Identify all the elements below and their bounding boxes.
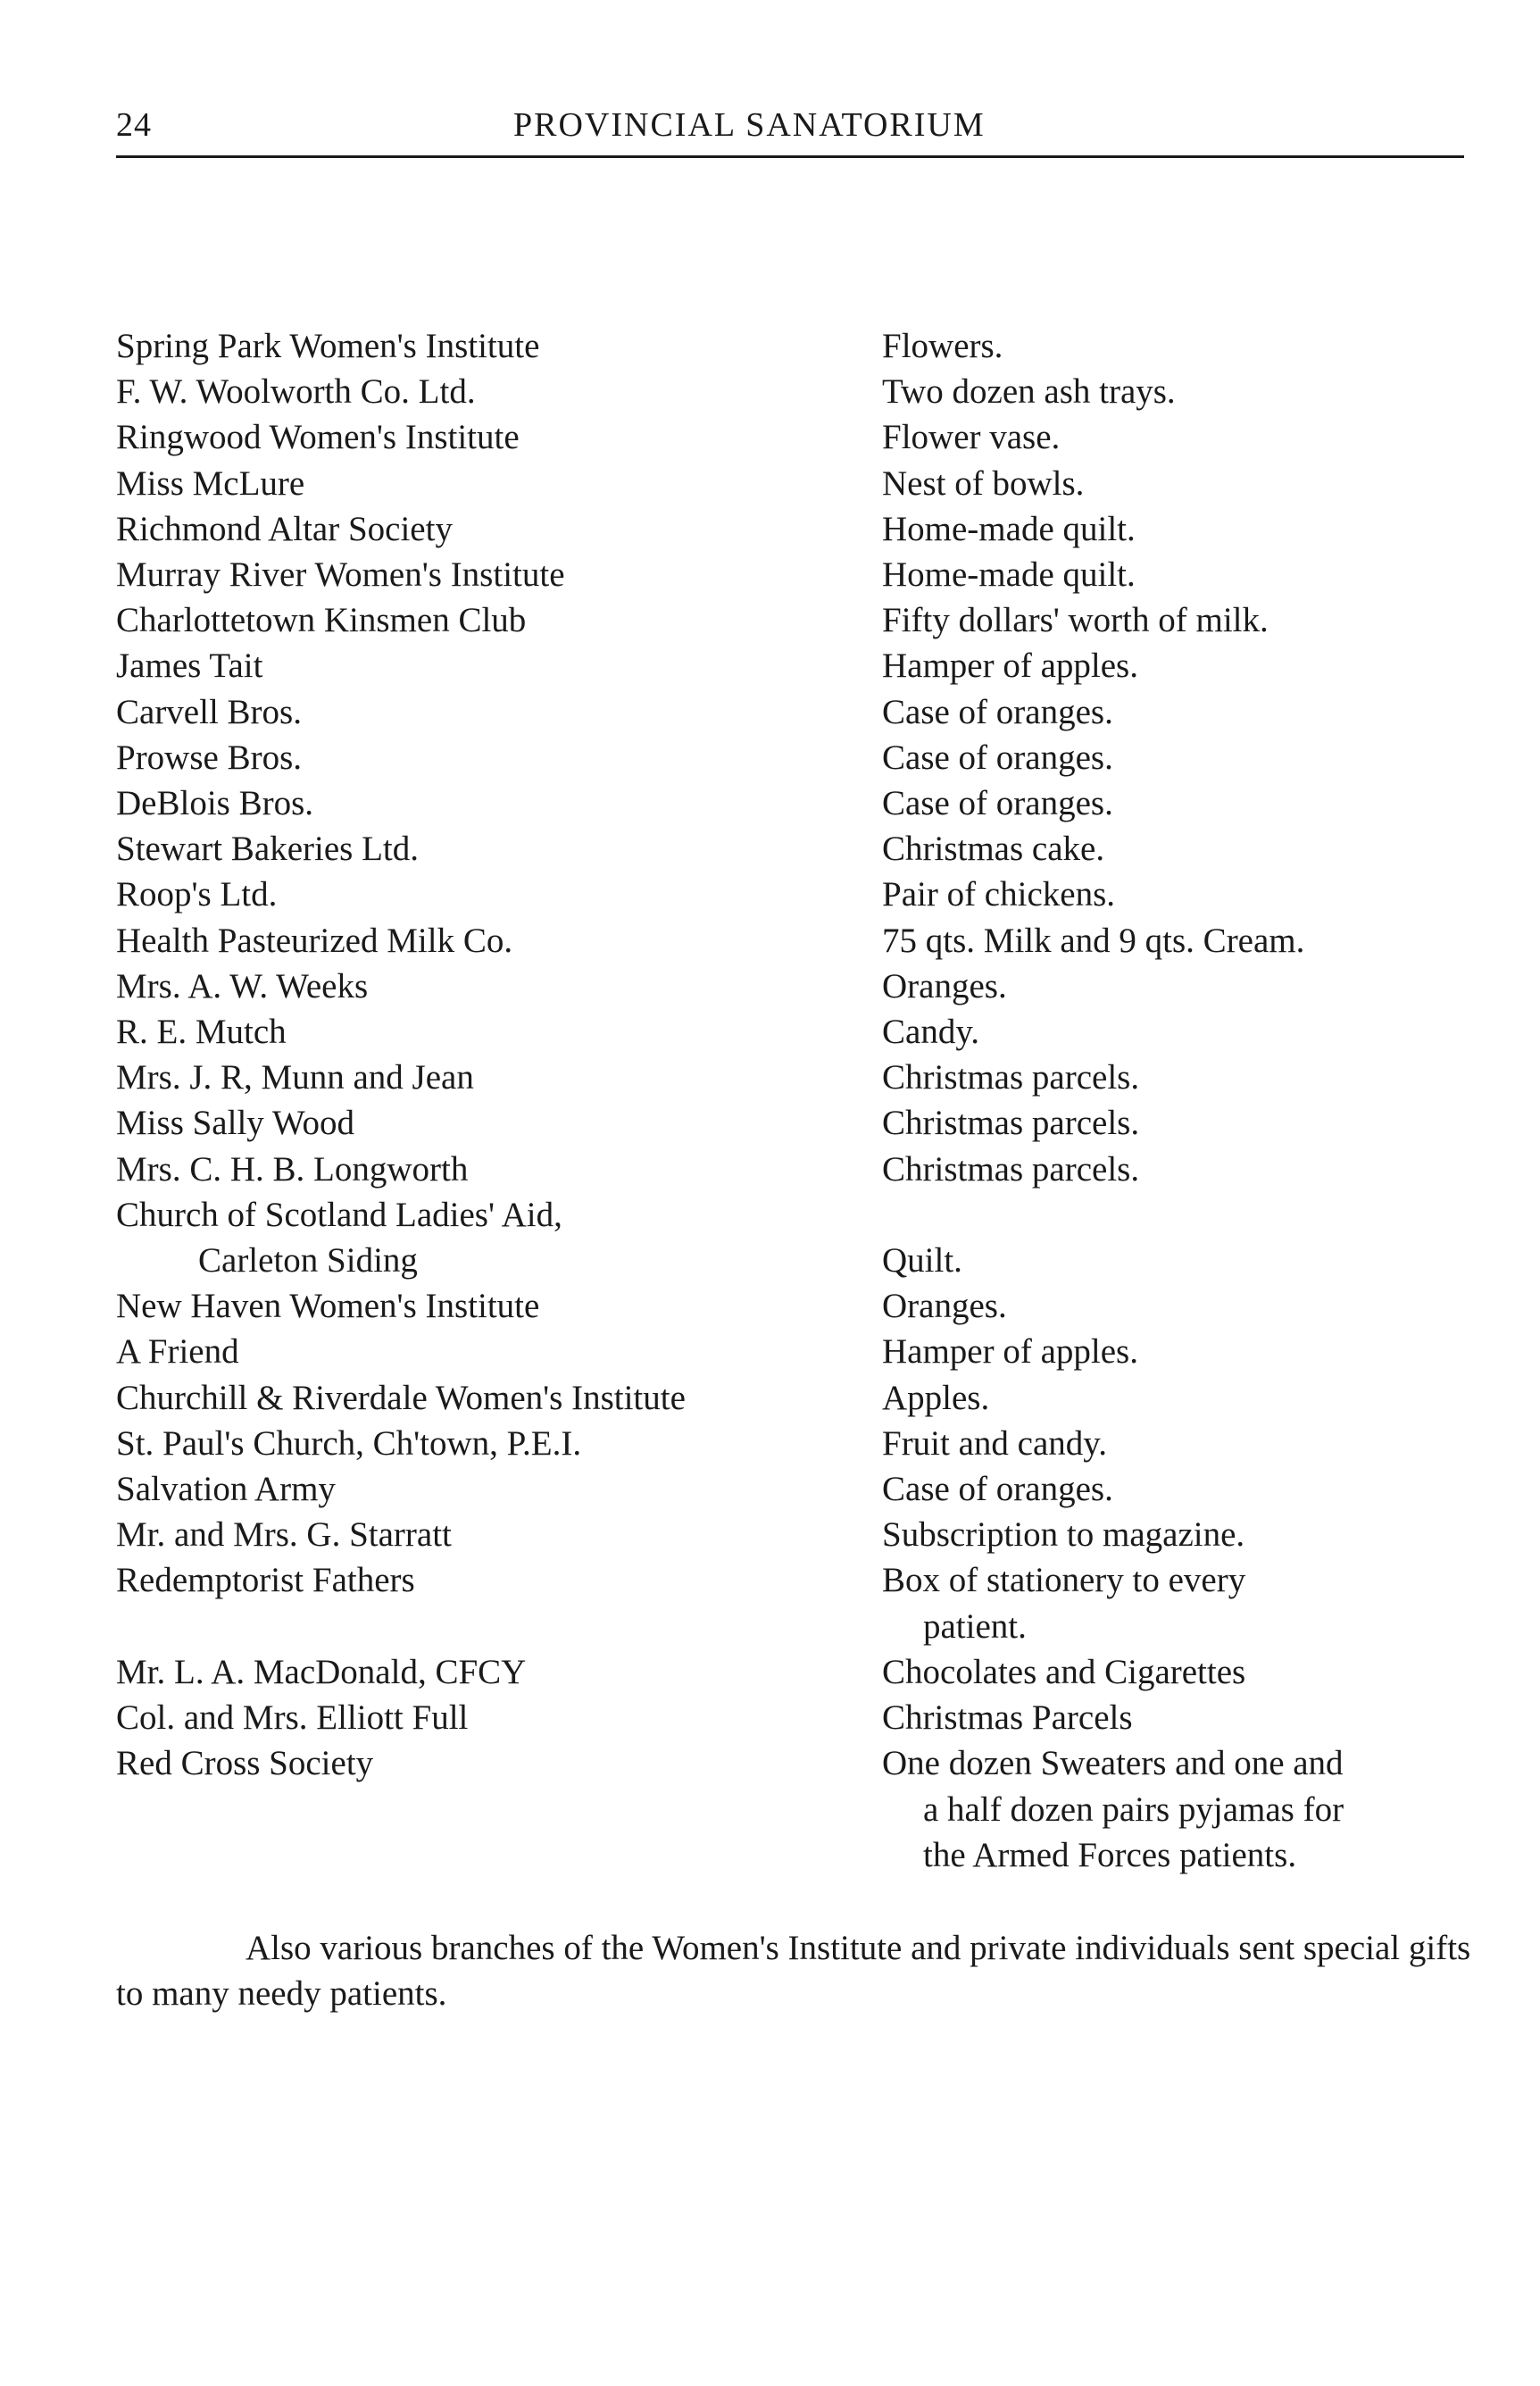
gift-description	[882, 1192, 1473, 1238]
gift-description	[882, 1466, 1473, 1512]
gift-line: the Armed Forces patients.	[923, 1835, 1297, 1874]
donor-name: Col. and Mrs. Elliott Full	[116, 1698, 469, 1738]
donation-row	[116, 826, 1473, 872]
gift-line: Christmas parcels.	[882, 1149, 1140, 1189]
donor-name: A Friend	[116, 1332, 239, 1372]
donation-row	[116, 1649, 1473, 1695]
gift-description	[882, 1055, 1473, 1100]
donor-name: Stewart Bakeries Ltd.	[116, 830, 419, 869]
gift-description	[882, 826, 1473, 872]
donation-row	[116, 1009, 1473, 1055]
gift-description	[882, 1512, 1473, 1557]
gift-line: Hamper of apples.	[882, 647, 1138, 686]
donor-name: James Tait	[116, 647, 263, 686]
gift-description	[882, 1009, 1473, 1055]
donation-row	[116, 1055, 1473, 1100]
gift-line: Quilt.	[882, 1241, 962, 1281]
gift-line: Apples.	[882, 1378, 990, 1417]
donation-row	[116, 689, 1473, 735]
donation-row	[116, 1283, 1473, 1329]
gift-description	[882, 369, 1473, 414]
donor-name: Churchill & Riverdale Women's Institute	[116, 1378, 686, 1417]
gift-line: Fruit and candy.	[882, 1423, 1107, 1463]
gift-description	[882, 552, 1473, 597]
donation-row	[116, 414, 1473, 460]
gift-line: Case of oranges.	[882, 1470, 1113, 1509]
donor-name: Richmond Altar Society	[116, 509, 453, 548]
gift-line: Chocolates and Cigarettes	[882, 1652, 1246, 1691]
gift-line: One dozen Sweaters and one and	[882, 1744, 1344, 1783]
gift-line: Candy.	[882, 1013, 980, 1052]
donor-name: Redemptorist Fathers	[116, 1561, 415, 1600]
donation-row	[116, 964, 1473, 1009]
gift-line: Box of stationery to every	[882, 1561, 1246, 1600]
gift-description	[882, 1147, 1473, 1192]
donor-name: Mr. and Mrs. G. Starratt	[116, 1515, 452, 1555]
donor-name: F. W. Woolworth Co. Ltd.	[116, 372, 476, 412]
donation-row	[116, 872, 1473, 917]
donor-name: Prowse Bros.	[116, 738, 303, 777]
gift-description	[882, 689, 1473, 735]
gift-description	[882, 1421, 1473, 1466]
donation-row	[116, 323, 1473, 369]
donor-name: Roop's Ltd.	[116, 875, 278, 914]
gift-description	[882, 1695, 1473, 1740]
donor-name: Mrs. A. W. Weeks	[116, 966, 369, 1005]
donation-row	[116, 1238, 1473, 1283]
donor-name: Spring Park Women's Institute	[116, 327, 540, 365]
gift-description	[882, 964, 1473, 1009]
gift-description	[882, 414, 1473, 460]
page-number: 24	[116, 106, 152, 144]
gift-description	[882, 1557, 1473, 1648]
gift-line: Two dozen ash trays.	[882, 372, 1176, 412]
donation-row	[116, 1421, 1473, 1466]
donations-list	[116, 323, 1473, 1878]
gift-line: Subscription to magazine.	[882, 1515, 1245, 1555]
gift-line: Oranges.	[882, 1287, 1007, 1326]
page-header	[116, 105, 1464, 158]
gift-description	[882, 1375, 1473, 1421]
donation-row	[116, 1557, 1473, 1648]
gift-description	[882, 1283, 1473, 1329]
donor-name: Miss Sally Wood	[116, 1104, 355, 1143]
donation-row	[116, 1329, 1473, 1374]
donation-row	[116, 597, 1473, 643]
donor-name: New Haven Women's Institute	[116, 1287, 540, 1326]
donation-row	[116, 643, 1473, 688]
donation-row	[116, 1740, 1473, 1878]
donation-row	[116, 1147, 1473, 1192]
donation-row	[116, 1192, 1473, 1238]
donation-row	[116, 552, 1473, 597]
donor-name: Mrs. C. H. B. Longworth	[116, 1149, 469, 1189]
gift-line: Home-made quilt.	[882, 555, 1136, 595]
gift-line: Flower vase.	[882, 418, 1061, 457]
gift-line: patient.	[923, 1606, 1027, 1646]
gift-line: Christmas Parcels	[882, 1698, 1133, 1738]
gift-line: Nest of bowls.	[882, 463, 1085, 503]
donor-name: St. Paul's Church, Ch'town, P.E.I.	[116, 1423, 582, 1463]
gift-description	[882, 735, 1473, 780]
running-head: PROVINCIAL SANATORIUM	[513, 106, 986, 144]
gift-description	[882, 1100, 1473, 1146]
gift-line: Case of oranges.	[882, 784, 1113, 823]
donor-name: Red Cross Society	[116, 1744, 374, 1783]
donation-row	[116, 735, 1473, 780]
gift-line: 75 qts. Milk and 9 qts. Cream.	[882, 921, 1305, 960]
footer-note: Also various branches of the Women's Institute and private individuals sent special gifts to many needy patients.	[116, 1929, 1471, 2013]
donation-row	[116, 1466, 1473, 1512]
donation-row	[116, 369, 1473, 414]
gift-line: Hamper of apples.	[882, 1332, 1138, 1372]
donor-name: Mr. L. A. MacDonald, CFCY	[116, 1652, 527, 1691]
gift-description	[882, 506, 1473, 552]
donor-name: Mrs. J. R, Munn and Jean	[116, 1058, 474, 1097]
gift-description	[882, 1238, 1473, 1283]
gift-description	[882, 643, 1473, 688]
gift-description	[882, 1649, 1473, 1695]
gift-line: Case of oranges.	[882, 738, 1113, 777]
donation-row	[116, 1695, 1473, 1740]
gift-description	[882, 597, 1473, 643]
donation-row	[116, 780, 1473, 826]
donation-row	[116, 461, 1473, 506]
donation-row	[116, 918, 1473, 964]
gift-line: Oranges.	[882, 966, 1007, 1005]
donor-name: Miss McLure	[116, 463, 305, 503]
donation-row	[116, 1100, 1473, 1146]
donation-row	[116, 1375, 1473, 1421]
gift-description	[882, 1740, 1473, 1878]
donor-name: Carvell Bros.	[116, 692, 302, 731]
gift-description	[882, 780, 1473, 826]
gift-line: Christmas parcels.	[882, 1104, 1140, 1143]
donor-name: DeBlois Bros.	[116, 784, 314, 823]
gift-line: Pair of chickens.	[882, 875, 1116, 914]
donor-name: Salvation Army	[116, 1470, 336, 1509]
gift-line: Flowers.	[882, 327, 1003, 365]
gift-line: Home-made quilt.	[882, 509, 1136, 548]
gift-description	[882, 323, 1473, 369]
donor-name: Church of Scotland Ladies' Aid,	[116, 1195, 562, 1234]
gift-line: a half dozen pairs pyjamas for	[923, 1790, 1344, 1829]
donor-name: Ringwood Women's Institute	[116, 418, 520, 457]
donation-row	[116, 1512, 1473, 1557]
gift-description	[882, 872, 1473, 917]
donation-row	[116, 506, 1473, 552]
gift-description	[882, 918, 1473, 964]
donor-name: R. E. Mutch	[116, 1013, 287, 1052]
gift-line: Christmas cake.	[882, 830, 1105, 869]
gift-line: Fifty dollars' worth of milk.	[882, 601, 1269, 640]
gift-line	[882, 1192, 1473, 1238]
gift-description	[882, 461, 1473, 506]
gift-description	[882, 1329, 1473, 1374]
donor-name: Charlottetown Kinsmen Club	[116, 601, 527, 640]
gift-line: Christmas parcels.	[882, 1058, 1140, 1097]
donor-name: Carleton Siding	[198, 1241, 418, 1281]
donor-name: Murray River Women's Institute	[116, 555, 565, 595]
donor-name: Health Pasteurized Milk Co.	[116, 921, 513, 960]
gift-line: Case of oranges.	[882, 692, 1113, 731]
